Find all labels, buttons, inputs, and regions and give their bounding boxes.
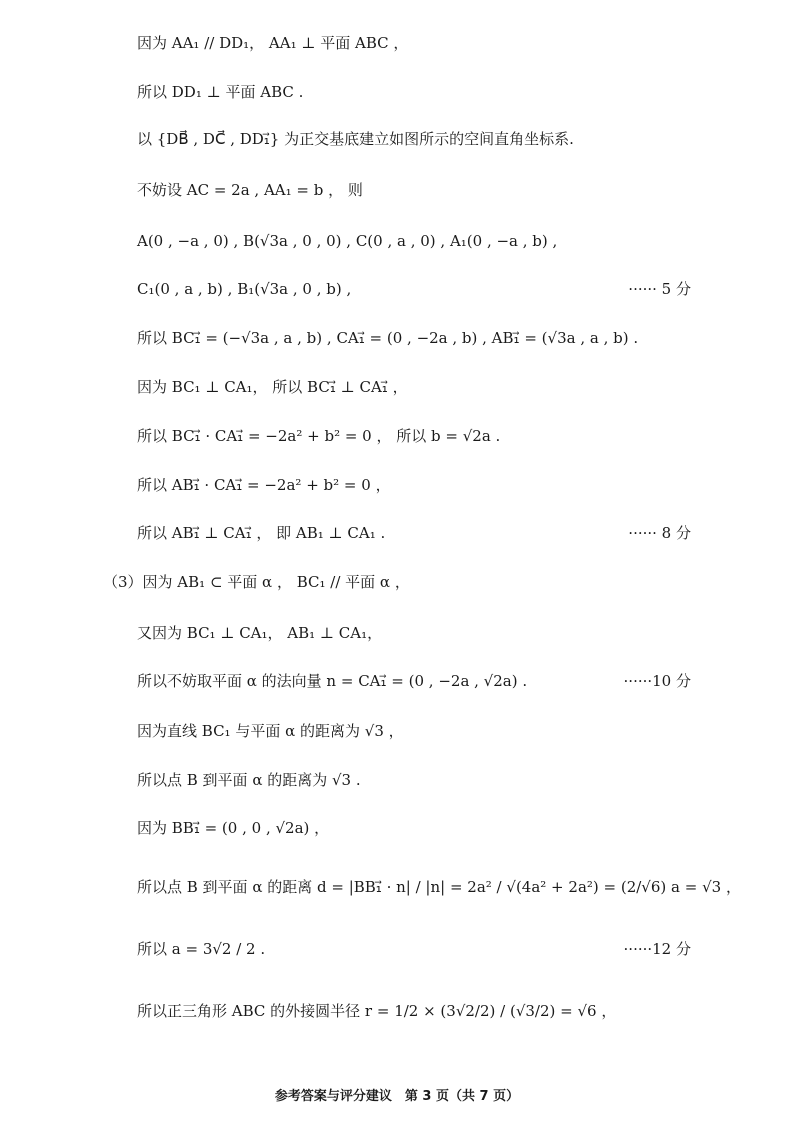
line-text: （3）因为 AB₁ ⊂ 平面 α ， BC₁ // 平面 α ， — [103, 573, 410, 591]
line-text: 因为 BC₁ ⊥ CA₁， 所以 BC₁⃗ ⊥ CA₁⃗ ， — [137, 378, 408, 396]
line-text: 不妨设 AC = 2a , AA₁ = b ， 则 — [137, 181, 363, 199]
line-text: 所以 AB₁⃗ ⊥ CA₁⃗ ， 即 AB₁ ⊥ CA₁ . — [137, 524, 386, 542]
page-footer: 参考答案与评分建议 第 3 页（共 7 页） — [274, 1089, 520, 1104]
line-text: 因为 BB₁⃗ = (0 , 0 , √2a) ， — [137, 819, 330, 837]
line-text: 因为直线 BC₁ 与平面 α 的距离为 √3 ， — [137, 722, 404, 740]
line-text: C₁(0 , a , b) , B₁(√3a , 0 , b) , — [137, 280, 352, 298]
line-text: 所以 BC₁⃗ · CA₁⃗ = −2a² + b² = 0 ， 所以 b = √2a . — [137, 427, 501, 445]
line-text: 以 {DB⃗ , DC⃗ , DD₁⃗} 为正交基底建立如图所示的空间直角坐标系. — [137, 130, 574, 148]
line-score: ······10 分 — [623, 672, 691, 690]
line-score: ······ 5 分 — [628, 280, 691, 298]
line-text: 所以 DD₁ ⊥ 平面 ABC . — [137, 83, 304, 101]
line-text: 因为 AA₁ // DD₁， AA₁ ⊥ 平面 ABC ， — [137, 34, 409, 52]
line-text: 所以 a = 3√2 / 2 . — [137, 940, 266, 958]
line-text: 所以正三角形 ABC 的外接圆半径 r = 1/2 × (3√2/2) / (√3/2) = √6 ， — [137, 1002, 617, 1020]
line-text: 所以 AB₁⃗ · CA₁⃗ = −2a² + b² = 0 ， — [137, 476, 391, 494]
line-score: ······12 分 — [623, 940, 691, 958]
line-text: 所以不妨取平面 α 的法向量 n = CA₁⃗ = (0 , −2a , √2a) . — [137, 672, 528, 690]
line-text: 又因为 BC₁ ⊥ CA₁， AB₁ ⊥ CA₁， — [137, 624, 383, 642]
line-text: 所以点 B 到平面 α 的距离为 √3 . — [137, 771, 361, 789]
line-score: ······ 8 分 — [628, 524, 691, 542]
line-text: 所以点 B 到平面 α 的距离 d = |BB₁⃗ · n| / |n| = 2a² / √(4a² + 2a²) = (2/√6) a = √3 ， — [137, 878, 741, 896]
line-text: A(0 , −a , 0) , B(√3a , 0 , 0) , C(0 , a , 0) , A₁(0 , −a , b) , — [137, 232, 558, 250]
line-text: 所以 BC₁⃗ = (−√3a , a , b) , CA₁⃗ = (0 , −2a , b) , AB₁⃗ = (√3a , a , b) . — [137, 329, 639, 347]
